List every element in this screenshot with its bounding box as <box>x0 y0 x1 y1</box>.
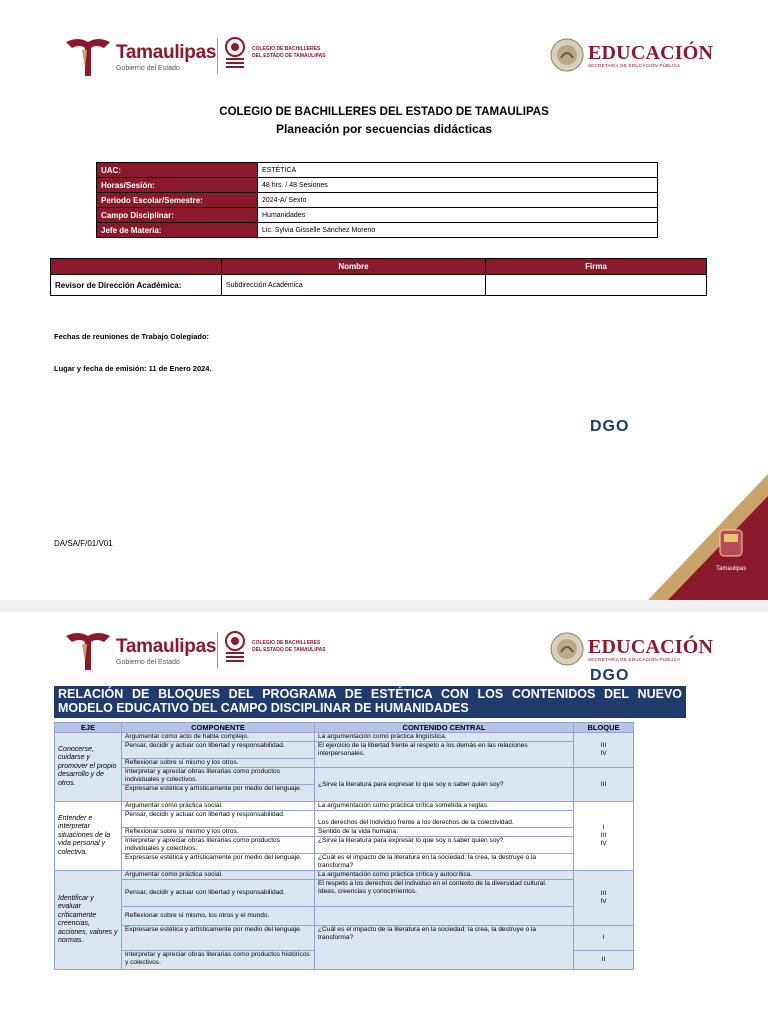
info-value: ESTÉTICA <box>258 163 658 178</box>
table-row <box>97 208 658 223</box>
page-gap <box>0 600 768 612</box>
info-label: UAC: <box>97 163 258 178</box>
reviewer-signature <box>486 275 707 296</box>
contenido-cell: La argumentación como práctica crítica sometida a reglas. <box>315 802 574 811</box>
bloque-cell: II <box>574 951 634 970</box>
reviewer-name: Subdirección Académica <box>222 275 486 296</box>
logo-divider <box>217 632 218 668</box>
issue-place-date: Lugar y fecha de emisión: 11 de Enero 2024. <box>54 364 212 373</box>
reviewer-label: Revisor de Dirección Académica: <box>51 275 222 296</box>
componente-cell: Expresarse estética y artísticamente por medio del lenguaje. <box>122 854 315 871</box>
info-value: 2024-A/ Sexto <box>258 193 658 208</box>
contenido-cell: ¿Sirve la literatura para expresar lo que soy o saber quién soy? <box>315 768 574 802</box>
tamaulipas-emblem-icon <box>64 36 112 78</box>
institution-title: COLEGIO DE BACHILLERES DEL ESTADO DE TAMAULIPAS <box>219 106 549 118</box>
bloque-cell: III IV <box>574 871 634 926</box>
contenido-cell: ¿Cuál es el impacto de la literatura en la sociedad: la crea, la destruye o la transforma? <box>315 854 574 871</box>
educacion-wordmark: EDUCACIÓN <box>588 41 714 64</box>
contenido-cell: La argumentación como práctica crítica y autocrítica. <box>315 871 574 880</box>
cobach-line-1: COLEGIO DE BACHILLERES <box>252 46 321 52</box>
componente-cell: Expresarse estética y artísticamente por medio del lenguaje. <box>122 785 315 802</box>
contenido-cell <box>315 880 574 907</box>
bloque-cell: III IV <box>574 733 634 768</box>
tamaulipas-logo <box>64 36 216 78</box>
tamaulipas-wordmark: Tamaulipas <box>116 635 217 657</box>
table-row <box>97 193 658 208</box>
sep-label: SECRETARÍA DE EDUCACIÓN PÚBLICA <box>588 62 681 68</box>
corner-label: Tamaulipas <box>716 566 747 572</box>
educacion-logo <box>550 38 713 72</box>
col-componente: COMPONENTE <box>122 723 315 733</box>
col-contenido: CONTENIDO CENTRAL <box>315 723 574 733</box>
table-row <box>55 880 634 907</box>
table-row <box>55 871 634 880</box>
cobach-emblem-icon <box>224 36 246 70</box>
blocks-relation-table <box>54 722 634 970</box>
section-banner: RELACIÓN DE BLOQUES DEL PROGRAMA DE ESTÉTICA CON LOS CONTENIDOS DEL NUEVO MODELO EDUCATIVO DEL CAMPO DISCIPLINAR DE HUMANIDADES <box>54 686 686 718</box>
cobach-emblem-icon <box>224 630 246 664</box>
eje-cell: Entender e interpretar situaciones de la vida personal y colectiva. <box>55 802 122 871</box>
info-value: Humanidades <box>258 208 658 223</box>
table-row <box>97 163 658 178</box>
state-shield-icon <box>720 530 742 556</box>
contenido-cell: Los derechos del individuo frente a los derechos de la colectividad. <box>315 811 574 828</box>
table-row <box>55 926 634 951</box>
info-label: Horas/Sesión: <box>97 178 258 193</box>
componente-cell: Argumentar como práctica social. <box>122 871 315 880</box>
componente-cell: Argumentar como acto de habla complejo. <box>122 733 315 742</box>
info-label: Campo Disciplinar: <box>97 208 258 223</box>
componente-cell: Argumentar como práctica social. <box>122 802 315 811</box>
table-row <box>55 811 634 828</box>
educacion-logo <box>550 632 713 666</box>
componente-cell: Pensar, decidir y actuar con libertad y responsabilidad. <box>122 811 315 828</box>
review-header-firma: Firma <box>486 259 707 275</box>
cropped-heading-fragment: DGO <box>590 418 630 435</box>
review-table <box>50 258 707 296</box>
tamaulipas-emblem-icon <box>64 630 112 672</box>
table-row <box>51 275 707 296</box>
meeting-dates-label: Fechas de reuniones de Trabajo Colegiado: <box>54 332 210 341</box>
tamaulipas-wordmark: Tamaulipas <box>116 41 217 63</box>
cobach-logo <box>224 36 342 70</box>
cobach-line-2: DEL ESTADO DE TAMAULIPAS <box>252 53 326 59</box>
componente-cell: Reflexionar sobre sí mismo, los otros y el mundo. <box>122 907 315 926</box>
review-header-blank <box>51 259 222 275</box>
table-row <box>55 907 634 926</box>
table-row <box>55 768 634 785</box>
info-value: 48 hrs. / 48 Sesiones <box>258 178 658 193</box>
contenido-cell: El ejercicio de la libertad frente al respeto a los demás en las relaciones interpersonales. <box>315 742 574 768</box>
table-row <box>97 178 658 193</box>
sep-label: SECRETARÍA DE EDUCACIÓN PÚBLICA <box>588 656 681 662</box>
document-page-2 <box>0 612 768 1024</box>
eje-cell: Identificar y evaluar críticamente creencias, acciones, valores y normas. <box>55 871 122 970</box>
componente-cell: Expresarse estética y artísticamente por medio del lenguaje. <box>122 926 315 951</box>
cobach-line-1: COLEGIO DE BACHILLERES <box>252 640 321 646</box>
contenido-cell: La argumentación como práctica lingüística. <box>315 733 574 742</box>
gobierno-label: Gobierno del Estado <box>116 64 180 72</box>
col-bloque: BLOQUE <box>574 723 634 733</box>
contenido-cell: Sentido de la vida humana. <box>315 828 574 837</box>
table-row <box>97 223 658 238</box>
tamaulipas-logo <box>64 630 216 672</box>
table-row <box>55 802 634 811</box>
contenido-line: El respeto a los derechos del individuo en el contexto de la diversidad cultural. <box>318 880 547 887</box>
componente-cell: Reflexionar sobre sí mismo y los otros. <box>122 759 315 768</box>
course-info-table <box>96 162 658 238</box>
cobach-logo <box>224 630 342 664</box>
componente-cell: Pensar, decidir y actuar con libertad y responsabilidad. <box>122 880 315 907</box>
info-value: Lic. Sylvia Gisselle Sánchez Moreno <box>258 223 658 238</box>
table-row <box>55 828 634 837</box>
corner-decoration <box>648 474 768 600</box>
national-seal-icon <box>550 38 584 72</box>
info-label: Jefe de Materia: <box>97 223 258 238</box>
col-eje: EJE <box>55 723 122 733</box>
eje-cell: Conocerse, cuidarse y promover el propio desarrollo y de otros. <box>55 733 122 802</box>
review-header-nombre: Nombre <box>222 259 486 275</box>
document-subtitle: Planeación por secuencias didácticas <box>275 122 493 136</box>
info-label: Periodo Escolar/Semestre: <box>97 193 258 208</box>
cobach-line-2: DEL ESTADO DE TAMAULIPAS <box>252 647 326 653</box>
logo-divider <box>217 38 218 74</box>
bloque-cell: III <box>574 768 634 802</box>
table-row <box>55 742 634 759</box>
document-code: DA/SA/F/01/V01 <box>54 539 113 548</box>
educacion-wordmark: EDUCACIÓN <box>588 635 714 658</box>
componente-cell: Pensar, decidir y actuar con libertad y responsabilidad. <box>122 742 315 759</box>
national-seal-icon <box>550 632 584 666</box>
cropped-heading-fragment: DGO <box>590 667 630 684</box>
componente-cell: Interpretar y apreciar obras literarias como productos individuales y colectivos. <box>122 837 315 854</box>
componente-cell: Reflexionar sobre sí mismo y los otros. <box>122 828 315 837</box>
bloque-cell: I III IV <box>574 802 634 871</box>
contenido-cell: ¿Cuál es el impacto de la literatura en la sociedad: la crea, la destruye o la transforma? <box>315 926 574 970</box>
componente-cell: Interpretar y apreciar obras literarias como productos históricos y colectivos. <box>122 951 315 970</box>
contenido-line: Ideas, creencias y conocimientos. <box>318 888 417 895</box>
componente-cell: Interpretar y apreciar obras literarias como productos individuales y colectivos. <box>122 768 315 785</box>
contenido-cell <box>315 907 574 926</box>
contenido-cell: ¿Sirve la literatura para expresar lo que soy o saber quién soy? <box>315 837 574 854</box>
table-row <box>55 837 634 854</box>
bloque-cell: I <box>574 926 634 951</box>
table-row <box>55 733 634 742</box>
table-row <box>55 854 634 871</box>
gobierno-label: Gobierno del Estado <box>116 658 180 666</box>
